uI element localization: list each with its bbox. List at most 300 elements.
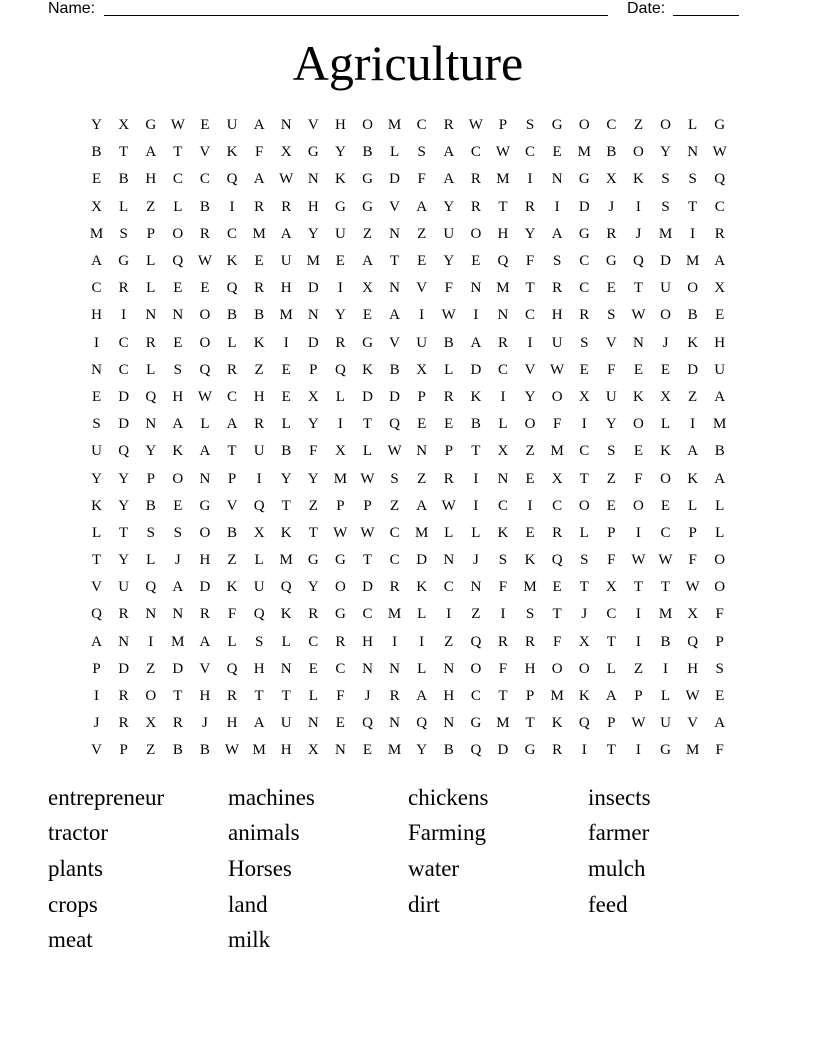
grid-letter[interactable]: C [470, 144, 481, 161]
grid-letter[interactable]: O [660, 307, 671, 324]
grid-letter[interactable]: O [145, 688, 157, 705]
grid-letter[interactable]: U [253, 443, 265, 460]
grid-letter[interactable]: T [498, 198, 508, 215]
grid-letter[interactable]: O [714, 579, 726, 596]
grid-letter[interactable]: X [660, 388, 671, 405]
grid-letter[interactable]: I [690, 225, 696, 242]
grid-letter[interactable]: S [552, 253, 562, 270]
grid-letter[interactable]: X [307, 742, 319, 759]
grid-letter[interactable]: H [524, 660, 536, 677]
grid-letter[interactable]: U [660, 715, 671, 732]
grid-letter[interactable]: I [446, 606, 452, 623]
grid-letter[interactable]: L [444, 361, 454, 378]
grid-letter[interactable]: R [714, 225, 725, 242]
grid-letter[interactable]: S [525, 606, 535, 623]
grid-letter[interactable]: Y [416, 742, 428, 759]
grid-letter[interactable]: U [280, 253, 292, 270]
grid-letter[interactable]: C [118, 334, 129, 351]
grid-letter[interactable]: L [146, 361, 156, 378]
grid-letter[interactable]: D [660, 253, 671, 270]
grid-letter[interactable]: Y [307, 225, 319, 242]
grid-letter[interactable]: M [387, 742, 402, 759]
grid-letter[interactable]: S [119, 225, 128, 242]
grid-letter[interactable]: O [470, 660, 482, 677]
grid-letter[interactable]: N [551, 171, 563, 188]
grid-letter[interactable]: K [280, 524, 292, 541]
grid-letter[interactable]: R [118, 280, 129, 297]
grid-letter[interactable]: K [226, 144, 238, 161]
grid-letter[interactable]: C [335, 660, 346, 677]
grid-letter[interactable]: S [146, 524, 155, 541]
grid-letter[interactable]: I [419, 307, 425, 324]
grid-letter[interactable]: L [281, 633, 291, 650]
grid-letter[interactable]: E [200, 117, 210, 134]
grid-letter[interactable]: D [307, 280, 319, 297]
grid-letter[interactable]: V [416, 280, 428, 297]
grid-letter[interactable]: L [362, 443, 373, 460]
grid-letter[interactable]: D [307, 334, 319, 351]
grid-letter[interactable]: D [497, 742, 509, 759]
grid-letter[interactable]: T [308, 524, 318, 541]
grid-letter[interactable]: I [554, 198, 560, 215]
grid-letter[interactable]: C [91, 280, 102, 297]
grid-letter[interactable]: L [471, 524, 481, 541]
grid-letter[interactable]: M [387, 117, 402, 134]
grid-letter[interactable]: A [714, 470, 726, 487]
grid-letter[interactable]: B [606, 144, 617, 161]
grid-letter[interactable]: Q [633, 253, 644, 270]
grid-letter[interactable]: I [473, 470, 479, 487]
grid-letter[interactable]: S [688, 171, 697, 188]
grid-letter[interactable]: C [470, 688, 481, 705]
grid-letter[interactable]: N [145, 307, 157, 324]
name-blank-line[interactable] [104, 15, 608, 16]
grid-letter[interactable]: H [687, 660, 699, 677]
grid-letter[interactable]: R [227, 361, 238, 378]
grid-letter[interactable]: M [496, 171, 510, 188]
grid-letter[interactable]: J [581, 606, 588, 623]
grid-letter[interactable]: R [118, 688, 129, 705]
grid-letter[interactable]: L [688, 117, 698, 134]
grid-letter[interactable]: L [91, 524, 102, 541]
grid-letter[interactable]: B [389, 361, 400, 378]
grid-letter[interactable]: F [336, 688, 345, 705]
grid-letter[interactable]: N [145, 416, 157, 433]
grid-letter[interactable]: V [91, 579, 102, 596]
grid-letter[interactable]: L [579, 524, 589, 541]
grid-letter[interactable]: V [605, 334, 617, 351]
grid-letter[interactable]: D [687, 361, 699, 378]
grid-letter[interactable]: U [118, 579, 130, 596]
grid-letter[interactable]: G [362, 171, 373, 188]
grid-letter[interactable]: W [170, 117, 185, 134]
grid-letter[interactable]: W [631, 307, 646, 324]
grid-letter[interactable]: I [229, 198, 235, 215]
grid-letter[interactable]: O [172, 470, 184, 487]
grid-letter[interactable]: C [660, 524, 671, 541]
grid-letter[interactable]: Z [633, 660, 643, 677]
grid-letter[interactable]: O [199, 524, 211, 541]
grid-letter[interactable]: B [91, 144, 102, 161]
grid-letter[interactable]: K [687, 334, 699, 351]
grid-letter[interactable]: R [552, 524, 563, 541]
grid-letter[interactable]: W [441, 497, 456, 514]
grid-letter[interactable]: W [631, 552, 646, 569]
grid-letter[interactable]: G [605, 253, 617, 270]
grid-letter[interactable]: L [146, 280, 156, 297]
grid-letter[interactable]: H [253, 388, 265, 405]
grid-letter[interactable]: Q [470, 742, 482, 759]
grid-letter[interactable]: U [605, 388, 617, 405]
grid-letter[interactable]: J [472, 552, 479, 569]
grid-letter[interactable]: R [497, 334, 508, 351]
grid-letter[interactable]: L [660, 416, 671, 433]
grid-letter[interactable]: V [199, 660, 211, 677]
grid-letter[interactable]: E [200, 280, 210, 297]
grid-letter[interactable]: A [551, 225, 563, 242]
grid-letter[interactable]: U [551, 334, 563, 351]
grid-letter[interactable]: L [444, 524, 454, 541]
grid-letter[interactable]: M [713, 416, 727, 433]
grid-letter[interactable]: X [307, 388, 319, 405]
grid-letter[interactable]: O [578, 497, 590, 514]
grid-letter[interactable]: I [392, 633, 398, 650]
grid-letter[interactable]: Y [118, 552, 130, 569]
grid-letter[interactable]: K [578, 688, 590, 705]
grid-letter[interactable]: Q [145, 388, 157, 405]
grid-letter[interactable]: S [173, 524, 182, 541]
grid-letter[interactable]: R [443, 388, 454, 405]
grid-letter[interactable]: X [687, 606, 699, 623]
grid-letter[interactable]: Y [145, 443, 157, 460]
grid-letter[interactable]: F [444, 280, 453, 297]
grid-letter[interactable]: L [227, 633, 237, 650]
grid-letter[interactable]: N [307, 307, 319, 324]
grid-letter[interactable]: Y [307, 470, 319, 487]
grid-letter[interactable]: Z [444, 633, 454, 650]
grid-letter[interactable]: H [91, 307, 102, 324]
grid-letter[interactable]: Q [172, 253, 184, 270]
grid-letter[interactable]: C [606, 117, 617, 134]
grid-letter[interactable]: I [663, 660, 669, 677]
grid-letter[interactable]: B [227, 524, 238, 541]
grid-letter[interactable]: W [712, 144, 727, 161]
grid-letter[interactable]: V [199, 144, 211, 161]
grid-letter[interactable]: R [227, 688, 238, 705]
grid-letter[interactable]: L [281, 416, 291, 433]
grid-letter[interactable]: C [497, 361, 508, 378]
grid-letter[interactable]: K [524, 552, 536, 569]
grid-letter[interactable]: C [227, 225, 238, 242]
grid-letter[interactable]: Q [226, 280, 238, 297]
grid-letter[interactable]: R [145, 334, 156, 351]
grid-letter[interactable]: S [254, 633, 264, 650]
grid-letter[interactable]: X [578, 388, 590, 405]
grid-letter[interactable]: P [363, 497, 372, 514]
grid-letter[interactable]: T [362, 416, 373, 433]
grid-letter[interactable]: D [199, 579, 211, 596]
grid-letter[interactable]: B [443, 742, 454, 759]
grid-letter[interactable]: T [119, 144, 129, 161]
grid-letter[interactable]: F [688, 552, 697, 569]
grid-letter[interactable]: K [253, 334, 265, 351]
grid-letter[interactable]: I [337, 280, 343, 297]
grid-letter[interactable]: O [199, 307, 211, 324]
grid-letter[interactable]: K [633, 171, 644, 188]
grid-letter[interactable]: K [362, 361, 373, 378]
grid-letter[interactable]: N [145, 606, 157, 623]
grid-letter[interactable]: T [91, 552, 102, 569]
grid-letter[interactable]: M [387, 606, 402, 623]
grid-letter[interactable]: U [253, 579, 265, 596]
grid-letter[interactable]: E [91, 388, 102, 405]
grid-letter[interactable]: R [606, 225, 617, 242]
grid-letter[interactable]: M [415, 524, 429, 541]
grid-letter[interactable]: C [525, 307, 536, 324]
grid-letter[interactable]: R [172, 715, 183, 732]
grid-letter[interactable]: N [497, 470, 509, 487]
grid-letter[interactable]: Z [146, 198, 156, 215]
grid-letter[interactable]: M [550, 443, 564, 460]
grid-letter[interactable]: G [145, 117, 157, 134]
grid-letter[interactable]: B [172, 742, 183, 759]
grid-letter[interactable]: M [306, 253, 320, 270]
grid-letter[interactable]: S [580, 552, 589, 569]
grid-letter[interactable]: S [92, 416, 101, 433]
grid-letter[interactable]: D [389, 388, 400, 405]
grid-letter[interactable]: A [253, 715, 265, 732]
grid-letter[interactable]: E [308, 660, 318, 677]
grid-letter[interactable]: J [662, 334, 669, 351]
grid-letter[interactable]: C [118, 361, 129, 378]
grid-letter[interactable]: X [362, 280, 373, 297]
grid-letter[interactable]: I [527, 334, 533, 351]
grid-letter[interactable]: W [685, 579, 700, 596]
grid-letter[interactable]: N [389, 715, 400, 732]
grid-letter[interactable]: S [525, 117, 535, 134]
grid-letter[interactable]: X [416, 361, 428, 378]
grid-letter[interactable]: D [362, 388, 373, 405]
grid-letter[interactable]: R [254, 280, 265, 297]
grid-letter[interactable]: Q [362, 715, 373, 732]
grid-letter[interactable]: I [581, 416, 587, 433]
grid-letter[interactable]: Y [660, 144, 671, 161]
grid-letter[interactable]: G [334, 606, 346, 623]
grid-letter[interactable]: L [173, 198, 183, 215]
grid-letter[interactable]: M [252, 225, 266, 242]
grid-letter[interactable]: C [389, 552, 400, 569]
grid-letter[interactable]: S [607, 307, 616, 324]
grid-letter[interactable]: P [634, 688, 643, 705]
grid-letter[interactable]: M [550, 688, 564, 705]
grid-letter[interactable]: A [389, 307, 400, 324]
grid-letter[interactable]: H [714, 334, 726, 351]
grid-letter[interactable]: S [661, 171, 670, 188]
grid-letter[interactable]: J [635, 225, 642, 242]
grid-letter[interactable]: R [118, 715, 129, 732]
grid-letter[interactable]: R [254, 198, 265, 215]
grid-letter[interactable]: N [118, 633, 130, 650]
grid-letter[interactable]: S [173, 361, 182, 378]
grid-letter[interactable]: F [552, 633, 562, 650]
grid-letter[interactable]: M [658, 225, 673, 242]
grid-letter[interactable]: D [172, 660, 184, 677]
grid-letter[interactable]: S [417, 144, 426, 161]
grid-letter[interactable]: G [660, 742, 671, 759]
grid-letter[interactable]: T [552, 606, 562, 623]
grid-letter[interactable]: X [91, 198, 102, 215]
grid-letter[interactable]: G [470, 715, 482, 732]
grid-letter[interactable]: R [443, 117, 454, 134]
grid-letter[interactable]: T [606, 633, 616, 650]
grid-letter[interactable]: T [688, 198, 698, 215]
grid-letter[interactable]: F [309, 443, 318, 460]
grid-letter[interactable]: C [579, 443, 590, 460]
grid-letter[interactable]: P [444, 443, 453, 460]
grid-letter[interactable]: G [524, 742, 536, 759]
grid-letter[interactable]: Q [687, 633, 699, 650]
grid-letter[interactable]: A [91, 633, 102, 650]
grid-letter[interactable]: Y [307, 579, 319, 596]
grid-letter[interactable]: R [552, 280, 563, 297]
grid-letter[interactable]: N [307, 715, 319, 732]
date-blank-line[interactable] [673, 15, 739, 16]
grid-letter[interactable]: R [281, 198, 292, 215]
grid-letter[interactable]: K [280, 606, 292, 623]
grid-letter[interactable]: H [362, 633, 373, 650]
grid-letter[interactable]: E [525, 524, 535, 541]
grid-letter[interactable]: I [500, 606, 506, 623]
grid-letter[interactable]: W [685, 688, 700, 705]
grid-letter[interactable]: C [579, 253, 590, 270]
grid-letter[interactable]: M [496, 280, 510, 297]
grid-letter[interactable]: W [495, 144, 511, 161]
grid-letter[interactable]: C [525, 144, 536, 161]
grid-letter[interactable]: T [633, 280, 643, 297]
grid-letter[interactable]: W [197, 253, 212, 270]
grid-letter[interactable]: B [227, 307, 238, 324]
grid-letter[interactable]: E [335, 253, 345, 270]
grid-letter[interactable]: N [172, 606, 184, 623]
grid-letter[interactable]: Q [470, 633, 482, 650]
grid-letter[interactable]: Y [334, 144, 346, 161]
grid-letter[interactable]: R [199, 225, 210, 242]
grid-letter[interactable]: N [470, 579, 482, 596]
grid-letter[interactable]: I [94, 334, 100, 351]
grid-letter[interactable]: C [579, 280, 590, 297]
grid-letter[interactable]: N [199, 470, 211, 487]
grid-letter[interactable]: U [416, 334, 428, 351]
grid-letter[interactable]: R [335, 633, 346, 650]
grid-letter[interactable]: P [688, 524, 697, 541]
grid-letter[interactable]: A [714, 253, 726, 270]
grid-letter[interactable]: P [607, 715, 616, 732]
grid-letter[interactable]: C [308, 633, 319, 650]
grid-letter[interactable]: A [362, 253, 373, 270]
grid-letter[interactable]: T [362, 552, 373, 569]
grid-letter[interactable]: O [172, 225, 184, 242]
grid-letter[interactable]: I [256, 470, 262, 487]
grid-letter[interactable]: D [118, 416, 130, 433]
grid-letter[interactable]: O [633, 416, 644, 433]
grid-letter[interactable]: L [417, 606, 427, 623]
grid-letter[interactable]: W [360, 524, 375, 541]
grid-letter[interactable]: E [417, 416, 427, 433]
grid-letter[interactable]: M [333, 470, 348, 487]
grid-letter[interactable]: L [715, 497, 725, 514]
grid-letter[interactable]: G [307, 144, 319, 161]
grid-letter[interactable]: L [688, 497, 698, 514]
grid-letter[interactable]: D [118, 388, 130, 405]
grid-letter[interactable]: I [635, 742, 641, 759]
grid-letter[interactable]: I [94, 688, 100, 705]
grid-letter[interactable]: P [146, 225, 155, 242]
grid-letter[interactable]: T [633, 579, 643, 596]
grid-letter[interactable]: A [91, 253, 102, 270]
grid-letter[interactable]: Z [146, 742, 156, 759]
grid-letter[interactable]: P [607, 524, 616, 541]
grid-letter[interactable]: A [687, 443, 699, 460]
grid-letter[interactable]: O [334, 579, 346, 596]
grid-letter[interactable]: H [280, 742, 292, 759]
grid-letter[interactable]: F [607, 361, 616, 378]
grid-letter[interactable]: Z [688, 388, 698, 405]
grid-letter[interactable]: E [633, 361, 643, 378]
grid-letter[interactable]: L [417, 660, 427, 677]
grid-letter[interactable]: D [389, 171, 400, 188]
grid-letter[interactable]: Z [633, 117, 643, 134]
grid-letter[interactable]: Y [524, 225, 536, 242]
grid-letter[interactable]: X [497, 443, 509, 460]
grid-letter[interactable]: D [416, 552, 428, 569]
grid-letter[interactable]: K [470, 388, 482, 405]
grid-letter[interactable]: W [197, 388, 212, 405]
grid-letter[interactable]: A [172, 579, 184, 596]
grid-letter[interactable]: G [551, 117, 563, 134]
grid-letter[interactable]: E [552, 144, 562, 161]
grid-letter[interactable]: O [714, 552, 726, 569]
grid-letter[interactable]: Z [389, 497, 400, 514]
grid-letter[interactable]: C [497, 497, 508, 514]
grid-letter[interactable]: G [334, 552, 346, 569]
grid-letter[interactable]: A [470, 334, 482, 351]
grid-letter[interactable]: L [146, 253, 156, 270]
grid-letter[interactable]: G [578, 171, 590, 188]
grid-letter[interactable]: E [173, 497, 183, 514]
grid-letter[interactable]: S [390, 470, 399, 487]
grid-letter[interactable]: B [145, 497, 156, 514]
grid-letter[interactable]: Q [578, 715, 590, 732]
grid-letter[interactable]: H [172, 388, 184, 405]
grid-letter[interactable]: Q [253, 497, 265, 514]
grid-letter[interactable]: M [89, 225, 104, 242]
grid-letter[interactable]: E [173, 280, 183, 297]
grid-letter[interactable]: Q [118, 443, 130, 460]
grid-letter[interactable]: F [498, 660, 508, 677]
grid-letter[interactable]: U [660, 280, 671, 297]
grid-letter[interactable]: S [715, 660, 724, 677]
grid-letter[interactable]: M [496, 715, 510, 732]
grid-letter[interactable]: J [93, 715, 100, 732]
grid-letter[interactable]: R [118, 606, 129, 623]
grid-letter[interactable]: F [715, 742, 724, 759]
grid-letter[interactable]: N [443, 715, 455, 732]
grid-letter[interactable]: N [443, 660, 455, 677]
grid-letter[interactable]: M [523, 579, 537, 596]
grid-letter[interactable]: L [200, 416, 210, 433]
grid-letter[interactable]: K [497, 524, 509, 541]
grid-letter[interactable]: K [633, 388, 644, 405]
